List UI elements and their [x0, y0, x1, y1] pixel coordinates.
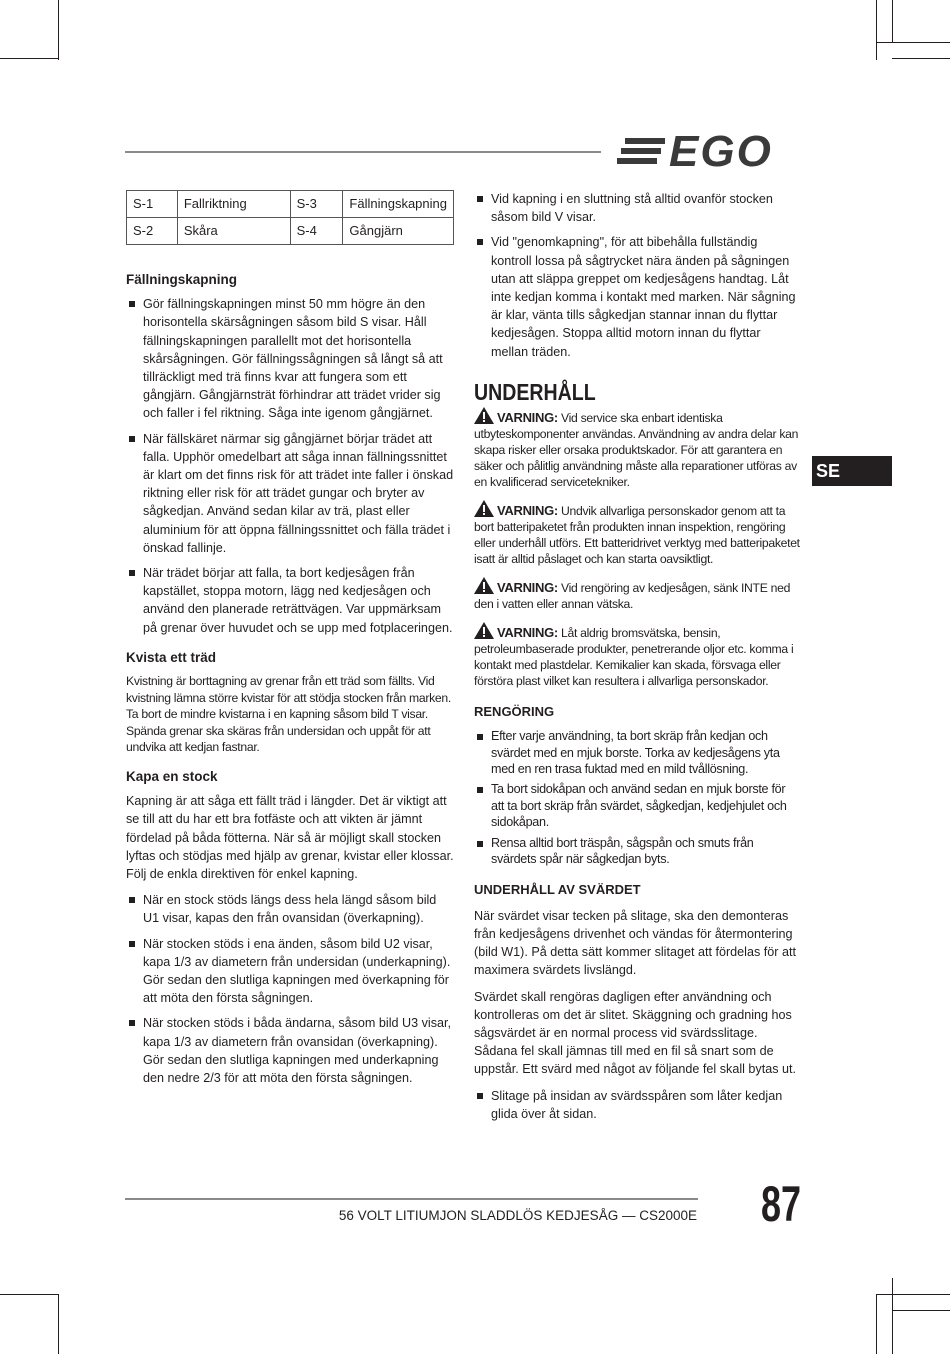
warning-label: VARNING: — [497, 580, 558, 596]
svardet-paragraph-1: När svärdet visar tecken på slitage, ska den demonteras från kedjesågens drivenhet och vändas för återmontering (bild W1). På detta sätt kommer slitaget att fördelas för att maximera svärdets livslängd. — [474, 908, 796, 978]
list-item: Gör fällningskapningen minst 50 mm högre än den horisontella skärsågningen såsom bild S visar. Håll fällningskapningen parallellt mot det horisontella skårsågningen. Gör fällningssågningen så långt så att tillräckligt med trä finns kvar att fungera som ett gångjärn. Gångjärnsträt förhindrar att trädet vrider sig och faller i fel riktning. Såga inte igenom gångjärnet. — [126, 295, 454, 422]
language-tab: SE — [812, 456, 892, 486]
warning-text: Låt aldrig bromsvätska, bensin, petroleumbaserade produkter, penetrerande oljor etc. komma i kontakt med plastdelar. Kemikalier kan skada, försvaga eller förstöra plast vilket kan resultera i allvarliga personskador. — [474, 626, 794, 689]
left-column — [126, 190, 454, 1095]
crop-mark — [58, 0, 59, 60]
warning-icon — [474, 577, 494, 594]
crop-mark — [892, 1278, 893, 1354]
crop-mark — [876, 1294, 877, 1354]
logo-text: EGO — [669, 130, 773, 172]
svardet-list — [474, 1087, 800, 1123]
table-row — [127, 191, 454, 218]
crop-mark — [876, 42, 950, 43]
list-item: Slitage på insidan av svärdsspåren som låter kedjan glida över åt sidan. — [474, 1087, 800, 1123]
warning-block — [474, 622, 800, 689]
list-item: När fällskäret närmar sig gångjärnet börjar trädet att falla. Upphör omedelbart att såga innan fällningssnittet är klart om det finns risk för att trädet inte faller i önskad riktning eller risk för att trädet gungar och bryter av sågkedjan. Använd sedan kilar av trä, plast eller aluminium för att öppna fällningssnittet och fälla trädet i önskad fallinje. — [126, 430, 454, 557]
list-item: Efter varje användning, ta bort skräp från kedjan och svärdet med en mjuk borste. Torka av kedjesågens yta med en ren trasa fuktad med en mild tvållösning. — [474, 728, 800, 777]
section-heading-kapa: Kapa en stock — [126, 769, 218, 785]
list-item: När en stock stöds längs dess hela längd såsom bild U1 visar, kapas den från ovansidan (överkapning). — [126, 891, 454, 927]
warning-label: VARNING: — [497, 503, 558, 519]
warning-block — [474, 577, 800, 612]
warning-label: VARNING: — [497, 625, 558, 641]
list-item: Rensa alltid bort träspån, sågspån och smuts från svärdets spår när sågkedjan byts. — [474, 835, 800, 868]
kvista-paragraph: Kvistning är borttagning av grenar från ett träd som fällts. Vid kvistning lämna större kvistar för att stödja stocken från marken. Ta bort de mindre kvistarna i en kapning såsom bild T visar. Spända grenar ska skäras från undersidan och uppåt för att undvika att kedjan fastnar. — [126, 674, 451, 755]
header-rule — [125, 151, 601, 153]
list-item: Vid kapning i en sluttning stå alltid ovanför stocken såsom bild V visar. — [474, 190, 800, 226]
top-list — [474, 190, 800, 361]
ego-logo — [617, 130, 802, 172]
table-cell: Skåra — [177, 218, 290, 245]
warning-text: Vid rengöring av kedjesågen, sänk INTE ned den i vatten eller annan vätska. — [474, 581, 791, 612]
svardet-paragraph-2: Svärdet skall rengöras dagligen efter användning och kontrolleras om det är slitet. Skäggning och gradning hos sågsvärdet är en normal process vid svärdsslitage. Sådana fel skall jämnas till med en fil så snart som de uppstår. Ett svärd med något av följande fel skall bytas ut. — [474, 989, 797, 1077]
list-item: När trädet börjar att falla, ta bort kedjesågen från kapstället, stoppa motorn, lägg ned kedjesågen och använd den planerade reträttvägen. Var uppmärksam på grenar över huvudet och se upp med fotplaceringen. — [126, 564, 454, 637]
footer-title: 56 VOLT LITIUMJON SLADDLÖS KEDJESÅG — CS2000E — [338, 1208, 697, 1223]
footer-rule — [125, 1198, 698, 1200]
right-column — [474, 190, 800, 1131]
crop-mark — [892, 58, 950, 59]
warning-text: Undvik allvarliga personskador genom att ta bort batteripaketet från produkten innan inspektion, rengöring eller underhåll utförs. Ett batteridrivet verktyg med batteripaketet isatt är alltid påslaget och kan starta oavsiktligt. — [474, 504, 800, 567]
page-number: 87 — [761, 1176, 802, 1232]
list-item: När stocken stöds i båda ändarna, såsom bild U3 visar, kapa 1/3 av diametern från ovansidan (överkapning). Gör sedan den slutliga kapningen med underkapning den nedre 2/3 för att möta den första sågningen. — [126, 1014, 454, 1087]
warning-block — [474, 500, 800, 567]
warning-icon — [474, 622, 494, 639]
list-item: Vid "genomkapning", för att bibehålla fullständig kontroll lossa på sågtrycket nära änden på sågningen utan att släppa greppet om kedjesågens handtag. Låt inte kedjan komma i kontakt med marken. När sågning är klar, vänta tills sågkedjan stannar innan du flyttar kedjesågen. Stoppa alltid motorn innan du flyttar mellan träden. — [474, 233, 800, 360]
table-cell: Gångjärn — [343, 218, 454, 245]
warning-icon — [474, 407, 494, 424]
table-cell: S-4 — [290, 218, 343, 245]
crop-mark — [876, 1294, 950, 1295]
table-cell: S-1 — [127, 191, 178, 218]
table-cell: Fällningskapning — [343, 191, 454, 218]
warning-label: VARNING: — [497, 410, 558, 426]
fallning-list — [126, 295, 454, 637]
section-heading-rengoring: RENGÖRING — [474, 704, 555, 720]
section-heading-svardet: UNDERHÅLL AV SVÄRDET — [474, 882, 641, 898]
crop-mark — [58, 1294, 59, 1354]
table-cell: S-3 — [290, 191, 343, 218]
crop-mark — [892, 0, 893, 42]
crop-mark — [876, 0, 877, 60]
table-row — [127, 218, 454, 245]
section-heading-fallningskapning: Fällningskapning — [126, 272, 238, 287]
kapa-paragraph: Kapning är att såga ett fällt träd i längder. Det är viktigt att se till att du har ett bra fotfäste och att vikten är jämnt fördelad på båda fötterna. När så är möjligt skall stocken lyftas och stödjas med hjälp av grenar, kvistar eller klossar. Följ de enkla direktiven för enkel kapning. — [126, 794, 454, 882]
table-cell: Fallriktning — [177, 191, 290, 218]
crop-mark — [892, 1310, 950, 1311]
reference-table — [126, 190, 454, 245]
warning-block — [474, 407, 800, 490]
section-heading-kvista: Kvista ett träd — [126, 649, 217, 665]
section-heading-underhall: UNDERHÅLL — [474, 378, 596, 405]
warning-icon — [474, 500, 494, 517]
crop-mark — [0, 58, 58, 59]
table-cell: S-2 — [127, 218, 178, 245]
rengoring-list — [474, 728, 800, 867]
list-item: När stocken stöds i ena änden, såsom bild U2 visar, kapa 1/3 av diametern från undersidan (underkapning). Gör sedan den slutliga kapningen med överkapning för att möta den första sågningen. — [126, 935, 454, 1008]
warning-text: Vid service ska enbart identiska utbyteskomponenter användas. Användning av andra delar kan skapa risker eller orsaka produktskador. För att garantera en säker och pålitlig användning måste alla reparationer utföras av en kvalificerad servicetekniker. — [474, 411, 799, 490]
crop-mark — [0, 1294, 58, 1295]
list-item: Ta bort sidokåpan och använd sedan en mjuk borste för att ta bort skräp från svärdet, sågkedjan, kedjehjulet och sidokåpan. — [474, 781, 800, 830]
kapa-list — [126, 891, 454, 1087]
